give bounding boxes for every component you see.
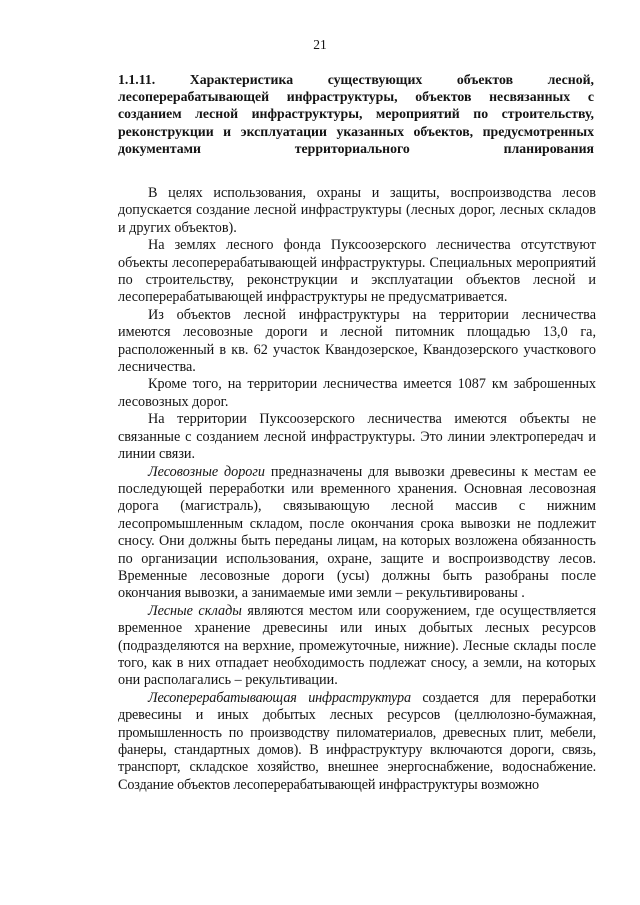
paragraph-text: На территории Пуксоозерского лесничества имеются объекты не связанные с созданием лесной инфраструктуры. Это линии электропередач и линии связи.: [118, 411, 596, 463]
paragraph-lead-term: Лесовозные дороги: [148, 463, 266, 480]
paragraph-lead-term: Лесные склады: [148, 602, 242, 619]
paragraph-text: создается для переработки древесины и иных добытых лесных ресурсов (целлюлозно-бумажная, промышленность по производству пиломатериалов, древесных плит, мебели, фанеры, стандартных домов). В инфраструктуру включаются дороги, связь, транспорт, складское хозяйство, внешнее энергоснабжение, водоснабжение. Создание объектов лесоперерабатывающей инфраструктуры возможно: [118, 689, 597, 793]
paragraph-text: Из объектов лесной инфраструктуры на территории лесничества имеются лесовозные дороги и лесной питомник площадью 13,0 га, расположенный в кв. 62 участок Квандозерское, Квандозерского участкового лесничества.: [118, 306, 596, 376]
paragraph-text: Кроме того, на территории лесничества имеется 1087 км заброшенных лесовозных дорог.: [118, 376, 596, 410]
paragraph: [118, 603, 596, 690]
paragraph: [118, 376, 596, 411]
paragraph: [118, 690, 596, 794]
paragraph: [118, 185, 596, 237]
paragraph: [118, 237, 596, 307]
paragraph-text: предназначены для вывозки древесины к местам ее последующей переработки или временного хранения. Основная лесовозная дорога (магистраль), связывающую лесной массив с нижним лесопромышленным складом, после окончания срока вывозки не подлежит сносу. Они должны быть переданы лицам, на которых возложена обязанность по организации использования, охране, защите и воспроизводству лесов. Временные лесовозные дороги (усы) должны быть разобраны после окончания вывозки, а занимаемые ими земли – рекультивированы .: [118, 463, 596, 602]
paragraph-text: На землях лесного фонда Пуксоозерского лесничества отсутствуют объекты лесоперерабатывающей инфраструктуры. Специальных мероприятий по строительству, реконструкции и эксплуатации объектов лесной и лесоперерабатывающей инфраструктуры не предусматривается.: [118, 237, 596, 306]
page-number: 21: [313, 37, 327, 52]
paragraph-text: являются местом или сооружением, где осуществляется временное хранение древесины или иных добытых лесных ресурсов (подразделяются на верхние, промежуточные, нижние). Лесные склады после того, как в них отпадает необходимость подлежат сносу, а земли, на которых они располагались – рекультивации.: [118, 602, 597, 689]
paragraph: [118, 464, 596, 603]
paragraph-text: В целях использования, охраны и защиты, воспроизводства лесов допускается создание лесной инфраструктуры (лесных дорог, лесных складов и других объектов).: [118, 185, 596, 236]
paragraph-lead-term: Лесоперерабатывающая инфраструктура: [148, 689, 411, 706]
section-heading: 1.1.11. Характеристика существующих объектов лесной, лесоперерабатывающей инфраструктуры, объектов несвязанных с созданием лесной инфраструктуры, мероприятий по строительству, реконструкции и эксплуатации указанных объектов, предусмотренных документами территориального планирования: [118, 72, 594, 156]
paragraph: [118, 307, 596, 377]
paragraph: [118, 411, 596, 463]
body-text: [118, 185, 596, 794]
